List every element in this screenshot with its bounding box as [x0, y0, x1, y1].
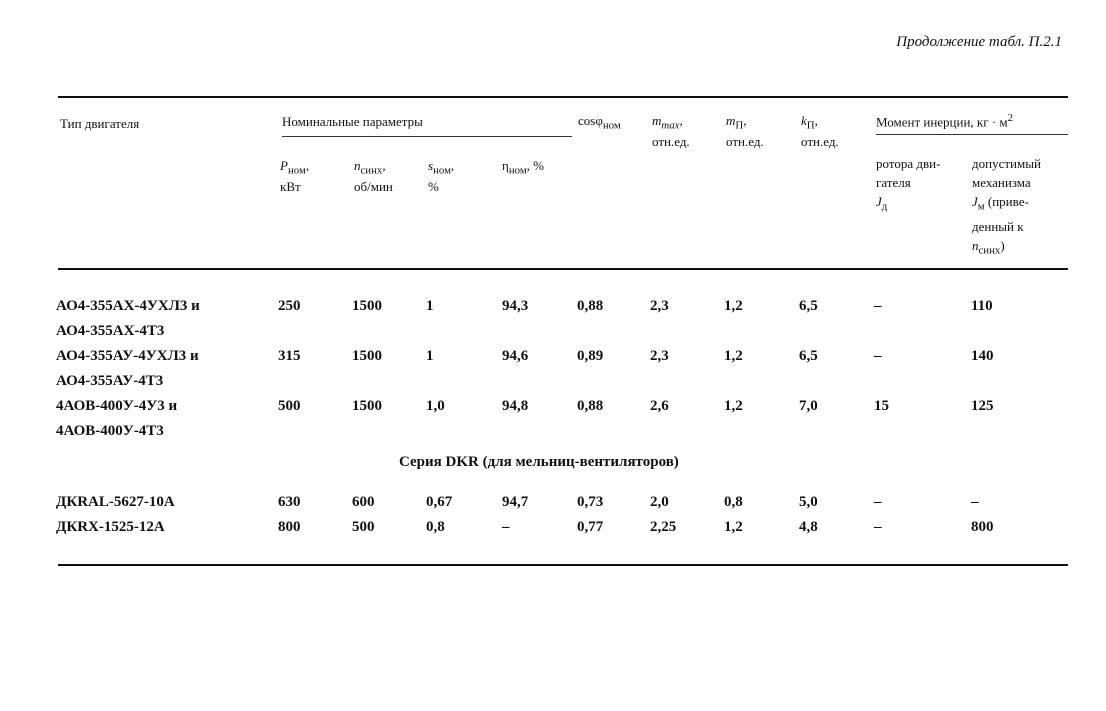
- table-cell-mmax: 2,3: [650, 348, 669, 364]
- motor-type-cell: АО4-355АХ-4Т3: [56, 323, 165, 339]
- table-cell-cos: 0,89: [577, 348, 604, 364]
- header-m-max: $m_{max}$, отн.ед.: [652, 113, 690, 149]
- table-caption: Продолжение табл. П.2.1: [896, 34, 1062, 50]
- table-cell-n: 1500: [352, 398, 382, 414]
- table-cell-jd: –: [874, 494, 882, 510]
- header-m-p: $m_П$, отн.ед.: [726, 113, 764, 149]
- motor-type-cell: АО4-355АУ-4Т3: [56, 373, 164, 389]
- series-title: Серия DKR (для мельниц-вентиляторов): [399, 454, 679, 470]
- table-cell-jd: –: [874, 348, 882, 364]
- table-cell-n: 1500: [352, 298, 382, 314]
- header-eta-nom: $\eta_{ном}$, %: [502, 158, 545, 177]
- motor-type-cell: АО4-355АУ-4УХЛ3 и: [56, 348, 199, 364]
- table-cell-mp: 1,2: [724, 348, 743, 364]
- header-s-nom: $s_{ном}$, %: [428, 158, 455, 194]
- table-cell-mp: 0,8: [724, 494, 743, 510]
- table-cell-cos: 0,73: [577, 494, 604, 510]
- motor-type-cell: 4АОВ-400У-4У3 и: [56, 398, 178, 414]
- table-cell-cos: 0,77: [577, 519, 604, 535]
- header-rule: [58, 268, 1068, 270]
- table-cell-mp: 1,2: [724, 398, 743, 414]
- table-cell-eta: 94,6: [502, 348, 529, 364]
- table-cell-cos: 0,88: [577, 298, 604, 314]
- table-cell-kp: 6,5: [799, 298, 818, 314]
- table-cell-jm: 110: [971, 298, 993, 314]
- table-cell-kp: 7,0: [799, 398, 818, 414]
- header-inertia-group: Момент инерции, кг · $м^2$: [876, 112, 1014, 130]
- header-k-p: $k_П$, отн.ед.: [801, 113, 839, 149]
- table-cell-jd: –: [874, 519, 882, 535]
- table-cell-mmax: 2,3: [650, 298, 669, 314]
- table-cell-mp: 1,2: [724, 519, 743, 535]
- table-cell-mmax: 2,25: [650, 519, 677, 535]
- table-cell-mp: 1,2: [724, 298, 743, 314]
- table-cell-jd: –: [874, 298, 882, 314]
- table-cell-p: 315: [278, 348, 301, 364]
- table-cell-eta: 94,8: [502, 398, 529, 414]
- header-p-nom: $P_{ном}$, кВт: [280, 158, 310, 194]
- table-cell-p: 250: [278, 298, 301, 314]
- table-cell-n: 600: [352, 494, 375, 510]
- table-cell-jm: 800: [971, 519, 994, 535]
- motor-type-cell: ДКRX-1525-12А: [56, 519, 165, 535]
- bottom-rule: [58, 564, 1068, 566]
- table-cell-eta: 94,3: [502, 298, 529, 314]
- table-cell-eta: 94,7: [502, 494, 529, 510]
- top-rule: [58, 96, 1068, 98]
- table-cell-kp: 4,8: [799, 519, 818, 535]
- table-cell-jd: 15: [874, 398, 889, 414]
- motor-type-cell: 4АОВ-400У-4Т3: [56, 423, 164, 439]
- table-cell-s: 0,67: [426, 494, 453, 510]
- header-n-sync: $n_{синх}$, об/мин: [354, 158, 393, 194]
- table-cell-mmax: 2,0: [650, 494, 669, 510]
- table-cell-p: 630: [278, 494, 301, 510]
- inertia-group-rule: [876, 134, 1068, 135]
- table-cell-n: 500: [352, 519, 375, 535]
- table-cell-s: 0,8: [426, 519, 445, 535]
- header-nominal-group: Номинальные параметры: [282, 114, 423, 129]
- table-cell-kp: 5,0: [799, 494, 818, 510]
- table-cell-s: 1,0: [426, 398, 445, 414]
- motor-type-cell: АО4-355АХ-4УХЛ3 и: [56, 298, 200, 314]
- table-cell-p: 500: [278, 398, 301, 414]
- table-cell-s: 1: [426, 348, 434, 364]
- header-cos-phi: cosφ$_{ном}$: [578, 113, 621, 132]
- table-cell-cos: 0,88: [577, 398, 604, 414]
- header-motor-type: Тип двигателя: [60, 116, 140, 131]
- header-mechanism: допустимый механизма $J_м$ (приве- денный к $n_{синх}$): [972, 156, 1041, 257]
- table-cell-jm: –: [971, 494, 979, 510]
- table-cell-eta: –: [502, 519, 510, 535]
- motor-type-cell: ДКRAL-5627-10А: [56, 494, 175, 510]
- nominal-group-rule: [282, 136, 572, 137]
- table-cell-jm: 125: [971, 398, 994, 414]
- table-cell-n: 1500: [352, 348, 382, 364]
- table-cell-mmax: 2,6: [650, 398, 669, 414]
- table-cell-p: 800: [278, 519, 301, 535]
- table-cell-kp: 6,5: [799, 348, 818, 364]
- table-cell-s: 1: [426, 298, 434, 314]
- table-cell-jm: 140: [971, 348, 994, 364]
- header-rotor: ротора дви- гателя $J_д$: [876, 156, 941, 213]
